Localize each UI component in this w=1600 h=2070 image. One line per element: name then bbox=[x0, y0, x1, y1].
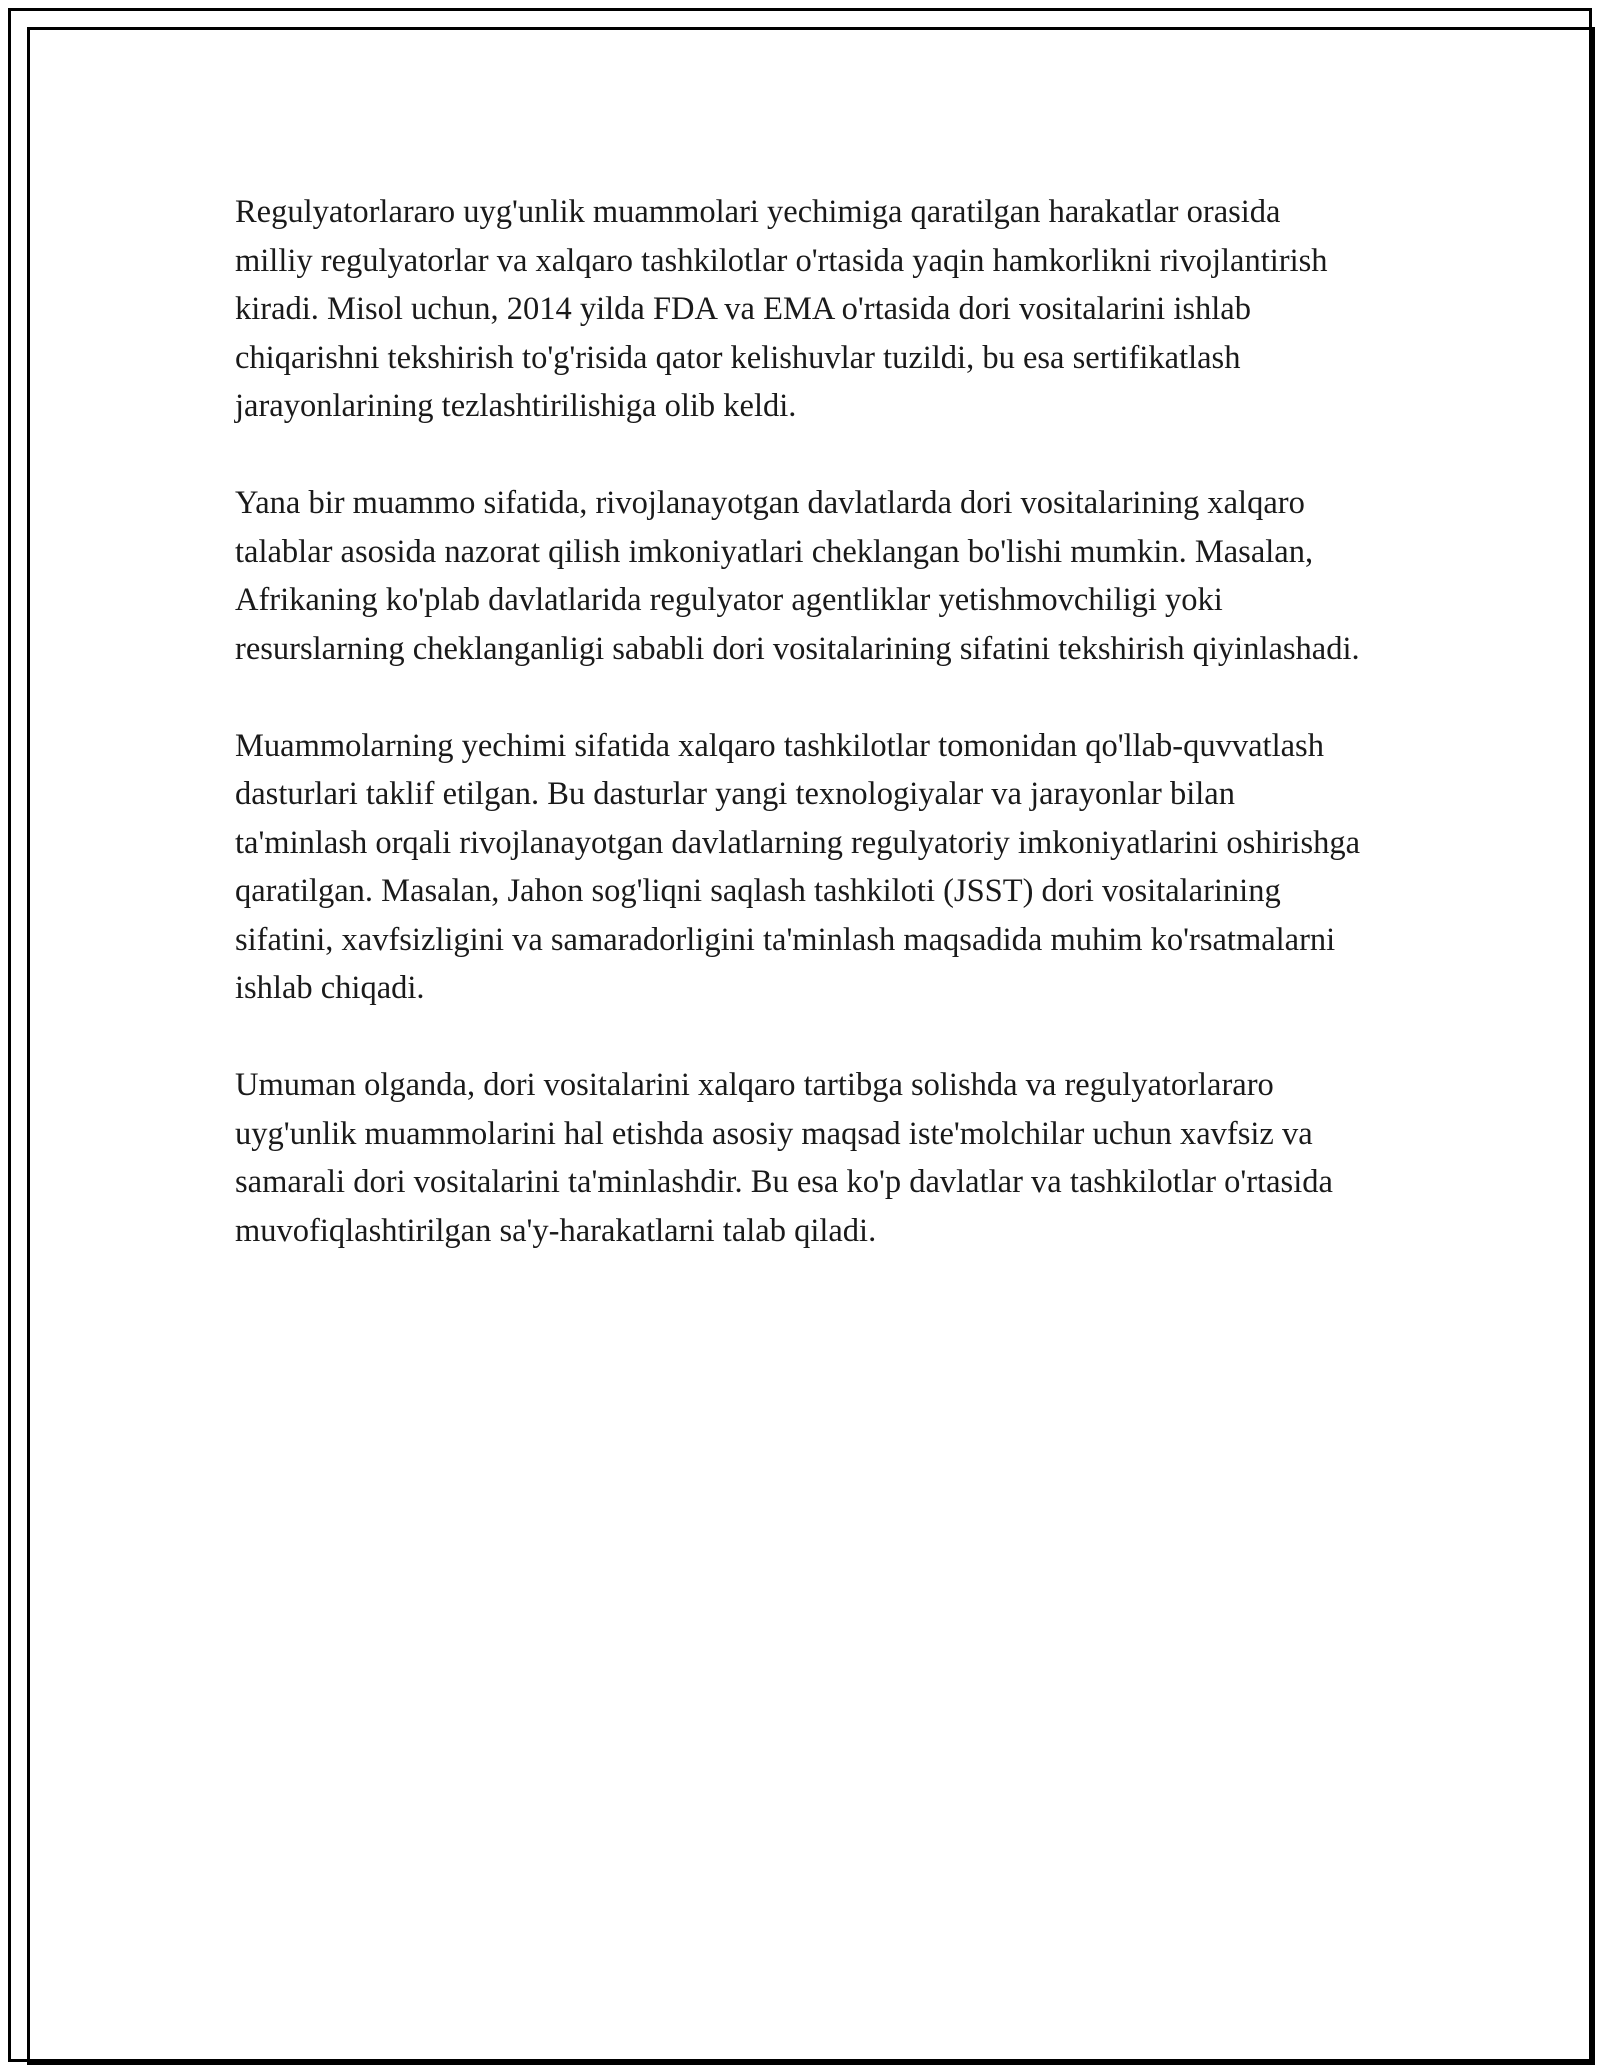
paragraph-2: Yana bir muammo sifatida, rivojlanayotgan davlatlarda dori vositalarining xalqaro talablar asosida nazorat qilish imkoniyatlari cheklangan bo'lishi mumkin. Masalan, Afrikaning ko'plab davlatlarida regulyator agentliklar yetishmovchiligi yoki resurslarning cheklanganligi sababli dori vositalarining sifatini tekshirish qiyinlashadi. bbox=[235, 485, 1360, 667]
document-body bbox=[235, 188, 1365, 1255]
paragraph-3: Muammolarning yechimi sifatida xalqaro tashkilotlar tomonidan qo'llab-quvvatlash dasturlari taklif etilgan. Bu dasturlar yangi texnologiyalar va jarayonlar bilan ta'minlash orqali rivojlanayotgan davlatlarning regulyatoriy imkoniyatlarini oshirishga qaratilgan. Masalan, Jahon sog'liqni saqlash tashkiloti (JSST) dori vositalarining sifatini, xavfsizligini va samaradorligini ta'minlash maqsadida muhim ko'rsatmalarni ishlab chiqadi. bbox=[235, 727, 1361, 1006]
paragraph-1: Regulyatorlararo uyg'unlik muammolari yechimiga qaratilgan harakatlar orasida milliy regulyatorlar va xalqaro tashkilotlar o'rtasida yaqin hamkorlikni rivojlantirish kiradi. Misol uchun, 2014 yilda FDA va EMA o'rtasida dori vositalarini ishlab chiqarishni tekshirish to'g'risida qator kelishuvlar tuzildi, bu esa sertifikatlash jarayonlarining tezlashtirilishiga olib keldi. bbox=[235, 194, 1328, 424]
paragraph-4: Umuman olganda, dori vositalarini xalqaro tartibga solishda va regulyatorlararo uyg'unlik muammolarini hal etishda asosiy maqsad iste'molchilar uchun xavfsiz va samarali dori vositalarini ta'minlashdir. Bu esa ko'p davlatlar va tashkilotlar o'rtasida muvofiqlashtirilgan sa'y-harakatlarni talab qiladi. bbox=[235, 1067, 1333, 1249]
